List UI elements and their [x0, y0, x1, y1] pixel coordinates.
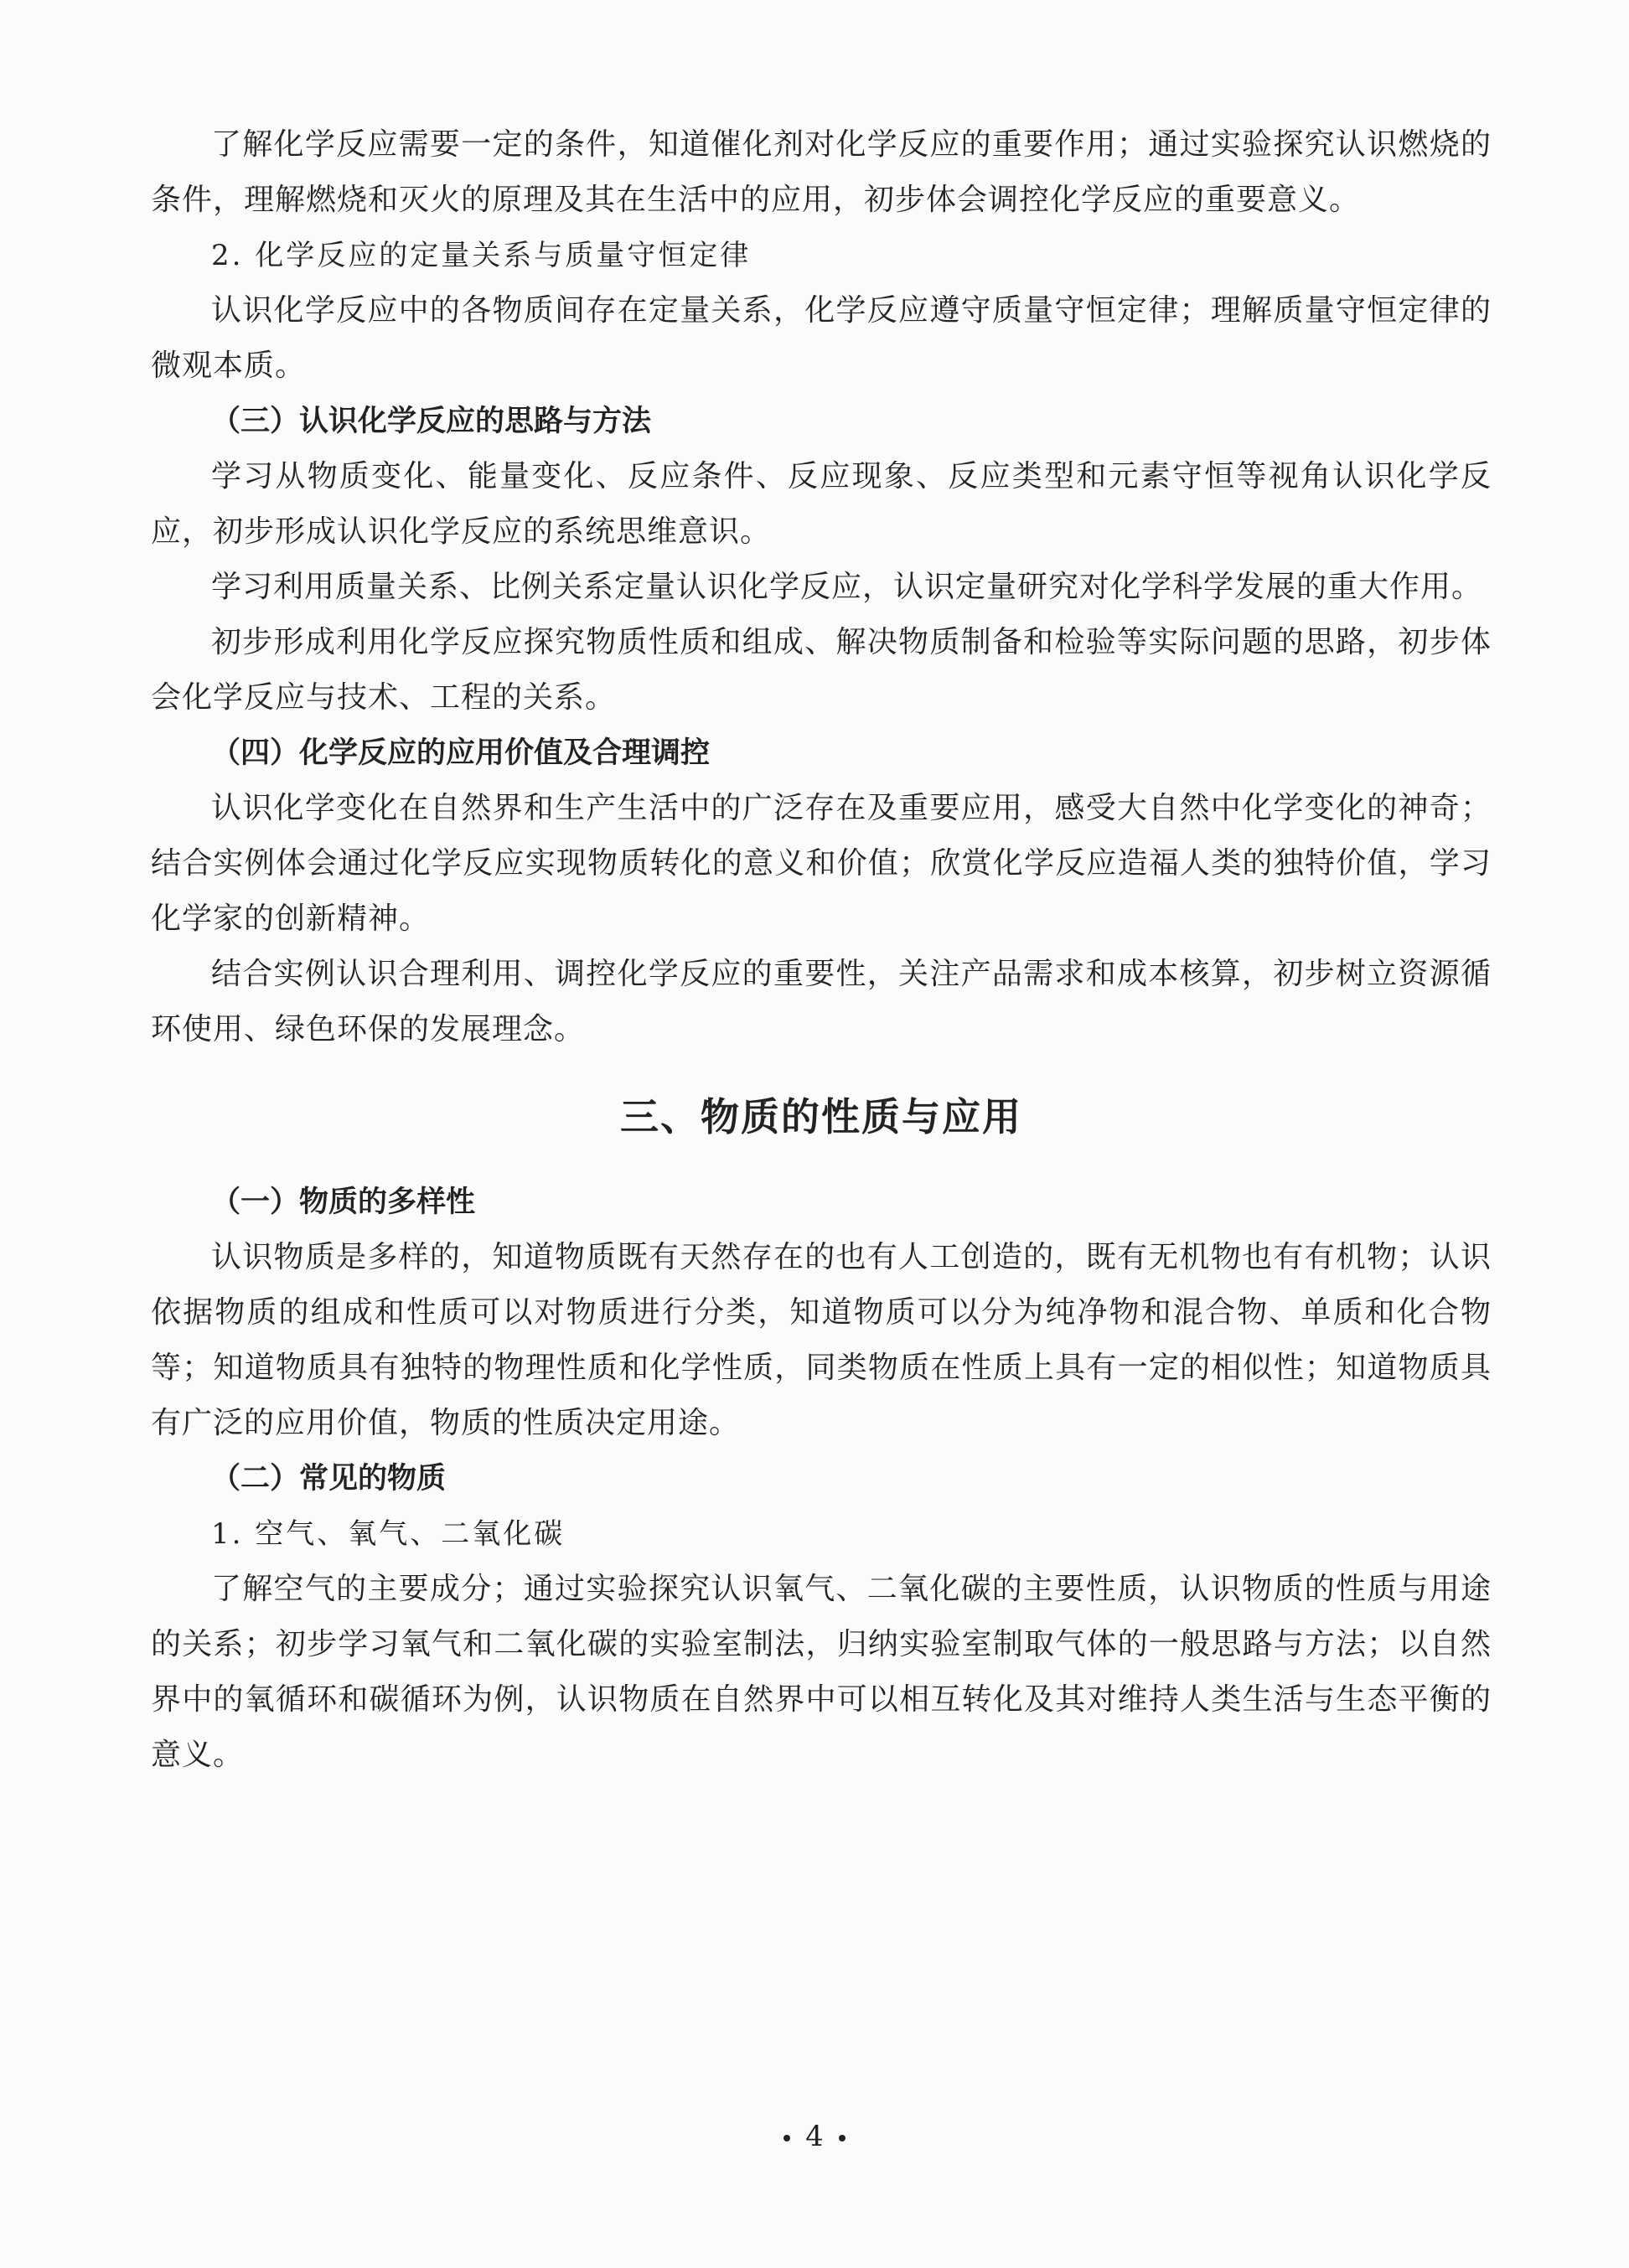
paragraph-mass-conservation: 认识化学反应中的各物质间存在定量关系，化学反应遵守质量守恒定律；理解质量守恒定律的微观本质。: [151, 293, 1492, 383]
paragraph-green-development: 结合实例认识合理利用、调控化学反应的重要性，关注产品需求和成本核算，初步树立资源循环使用、绿色环保的发展理念。: [151, 957, 1492, 1046]
paragraph-air-oxygen-co2: 了解空气的主要成分；通过实验探究认识氧气、二氧化碳的主要性质，认识物质的性质与用途的关系；初步学习氧气和二氧化碳的实验室制法，归纳实验室制取气体的一般思路与方法；以自然界中的氧循环和碳循环为例，认识物质在自然界中可以相互转化及其对维持人类生活与生态平衡的意义。: [151, 1572, 1492, 1772]
subheading-reaction-thinking: （三）认识化学反应的思路与方法: [211, 405, 652, 438]
bullet-dot-right: [839, 2135, 846, 2141]
subheading-application-value: （四）化学反应的应用价值及合理调控: [211, 736, 711, 770]
page-content: [151, 117, 1492, 1783]
paragraph-quantitative: 学习利用质量关系、比例关系定量认识化学反应，认识定量研究对化学科学发展的重大作用。: [211, 570, 1483, 604]
paragraph-perspectives: 学习从物质变化、能量变化、反应条件、反应现象、反应类型和元素守恒等视角认识化学反应，初步形成认识化学反应的系统思维意识。: [151, 459, 1492, 549]
section-title-properties: 三、物质的性质与应用: [620, 1094, 1022, 1139]
bullet-dot-left: [783, 2135, 790, 2141]
paragraph-reaction-conditions: 了解化学反应需要一定的条件，知道催化剂对化学反应的重要作用；通过实验探究认识燃烧的条件，理解燃烧和灭火的原理及其在生活中的应用，初步体会调控化学反应的重要意义。: [151, 127, 1492, 217]
page-number: 4: [805, 2120, 824, 2153]
paragraph-diversity: 认识物质是多样的，知道物质既有天然存在的也有人工创造的，既有无机物也有有机物；认识依据物质的组成和性质可以对物质进行分类，知道物质可以分为纯净物和混合物、单质和化合物等；知道物质具有独特的物理性质和化学性质，同类物质在性质上具有一定的相似性；知道物质具有广泛的应用价值，物质的性质决定用途。: [151, 1240, 1492, 1440]
subheading-common-substances: （二）常见的物质: [211, 1462, 447, 1496]
paragraph-wonder-of-change: 认识化学变化在自然界和生产生活中的广泛存在及重要应用，感受大自然中化学变化的神奇；结合实例体会通过化学反应实现物质转化的意义和价值；欣赏化学反应造福人类的独特价值，学习化学家的创新精神。: [151, 791, 1492, 936]
item-heading-quantitative-relation: 2. 化学反应的定量关系与质量守恒定律: [211, 239, 752, 272]
paragraph-problem-solving: 初步形成利用化学反应探究物质性质和组成、解决物质制备和检验等实际问题的思路，初步体会化学反应与技术、工程的关系。: [151, 625, 1492, 715]
item-heading-air-oxygen-co2: 1. 空气、氧气、二氧化碳: [211, 1517, 566, 1551]
subheading-diversity: （一）物质的多样性: [211, 1186, 476, 1219]
page-footer: [0, 2120, 1629, 2153]
